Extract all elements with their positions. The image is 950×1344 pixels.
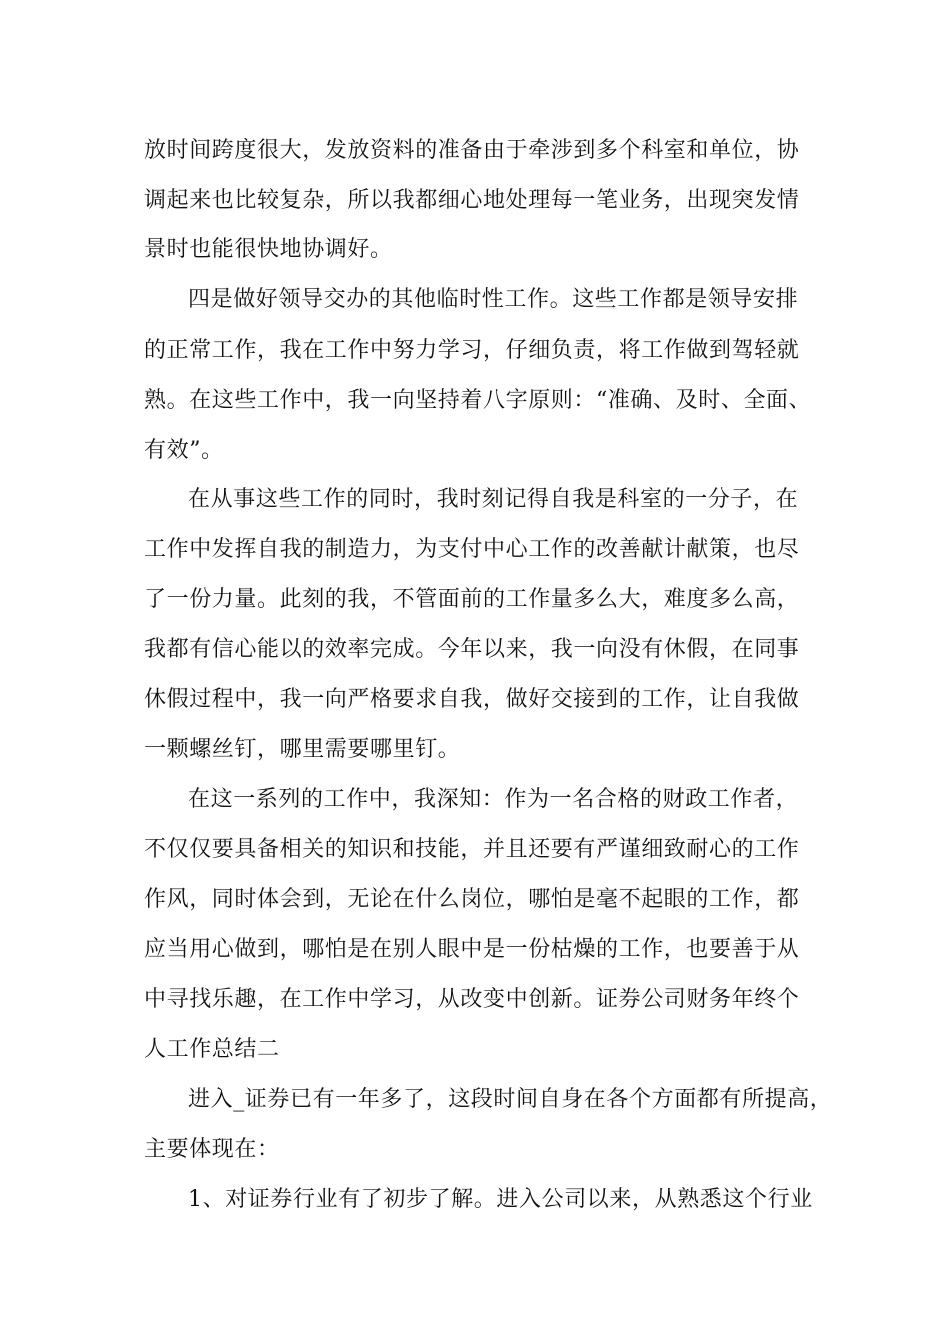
text-line: 放时间跨度很大，发放资料的准备由于牵涉到多个科室和单位，协 (144, 138, 800, 163)
paragraph-start-line: 在从事这些工作的同时，我时刻记得自我是科室的一分子，在 (188, 487, 799, 512)
paragraph-start-line: 四是做好领导交办的其他临时性工作。这些工作都是领导安排 (188, 287, 799, 312)
text-line: 有效”。 (144, 438, 224, 463)
text-line: 一颗螺丝钉，哪里需要哪里钉。 (144, 737, 461, 762)
text-line: 主要体现在： (144, 1137, 280, 1162)
paragraph-start-line: 进入_证券已有一年多了，这段时间自身在各个方面都有所提高， (188, 1087, 833, 1112)
text-line: 休假过程中，我一向严格要求自我，做好交接到的工作，让自我做 (144, 687, 800, 712)
text-line: 我都有信心能以的效率完成。今年以来，我一向没有休假，在同事 (144, 637, 800, 662)
text-line: 的正常工作，我在工作中努力学习，仔细负责，将工作做到驾轻就 (144, 338, 800, 363)
text-line: 了一份力量。此刻的我，不管面前的工作量多么大，难度多么高， (144, 587, 800, 612)
text-line: 熟。在这些工作中，我一向坚持着八字原则：“准确、及时、全面、 (144, 388, 812, 413)
paragraph-start-line: 1、对证券行业有了初步了解。进入公司以来，从熟悉这个行业 (188, 1187, 813, 1212)
text-line: 不仅仅要具备相关的知识和技能，并且还要有严谨细致耐心的工作 (144, 837, 800, 862)
text-line: 中寻找乐趣，在工作中学习，从改变中创新。证券公司财务年终个 (144, 987, 800, 1012)
section-title-line: 人工作总结二 (144, 1037, 280, 1062)
text-line: 应当用心做到，哪怕是在别人眼中是一份枯燥的工作，也要善于从 (144, 937, 800, 962)
text-line: 工作中发挥自我的制造力，为支付中心工作的改善献计献策，也尽 (144, 537, 800, 562)
text-line: 景时也能很快地协调好。 (144, 237, 393, 262)
paragraph-start-line: 在这一系列的工作中，我深知：作为一名合格的财政工作者， (188, 787, 799, 812)
text-line: 调起来也比较复杂，所以我都细心地处理每一笔业务，出现突发情 (144, 188, 800, 213)
text-line: 作风，同时体会到，无论在什么岗位，哪怕是毫不起眼的工作，都 (144, 887, 800, 912)
